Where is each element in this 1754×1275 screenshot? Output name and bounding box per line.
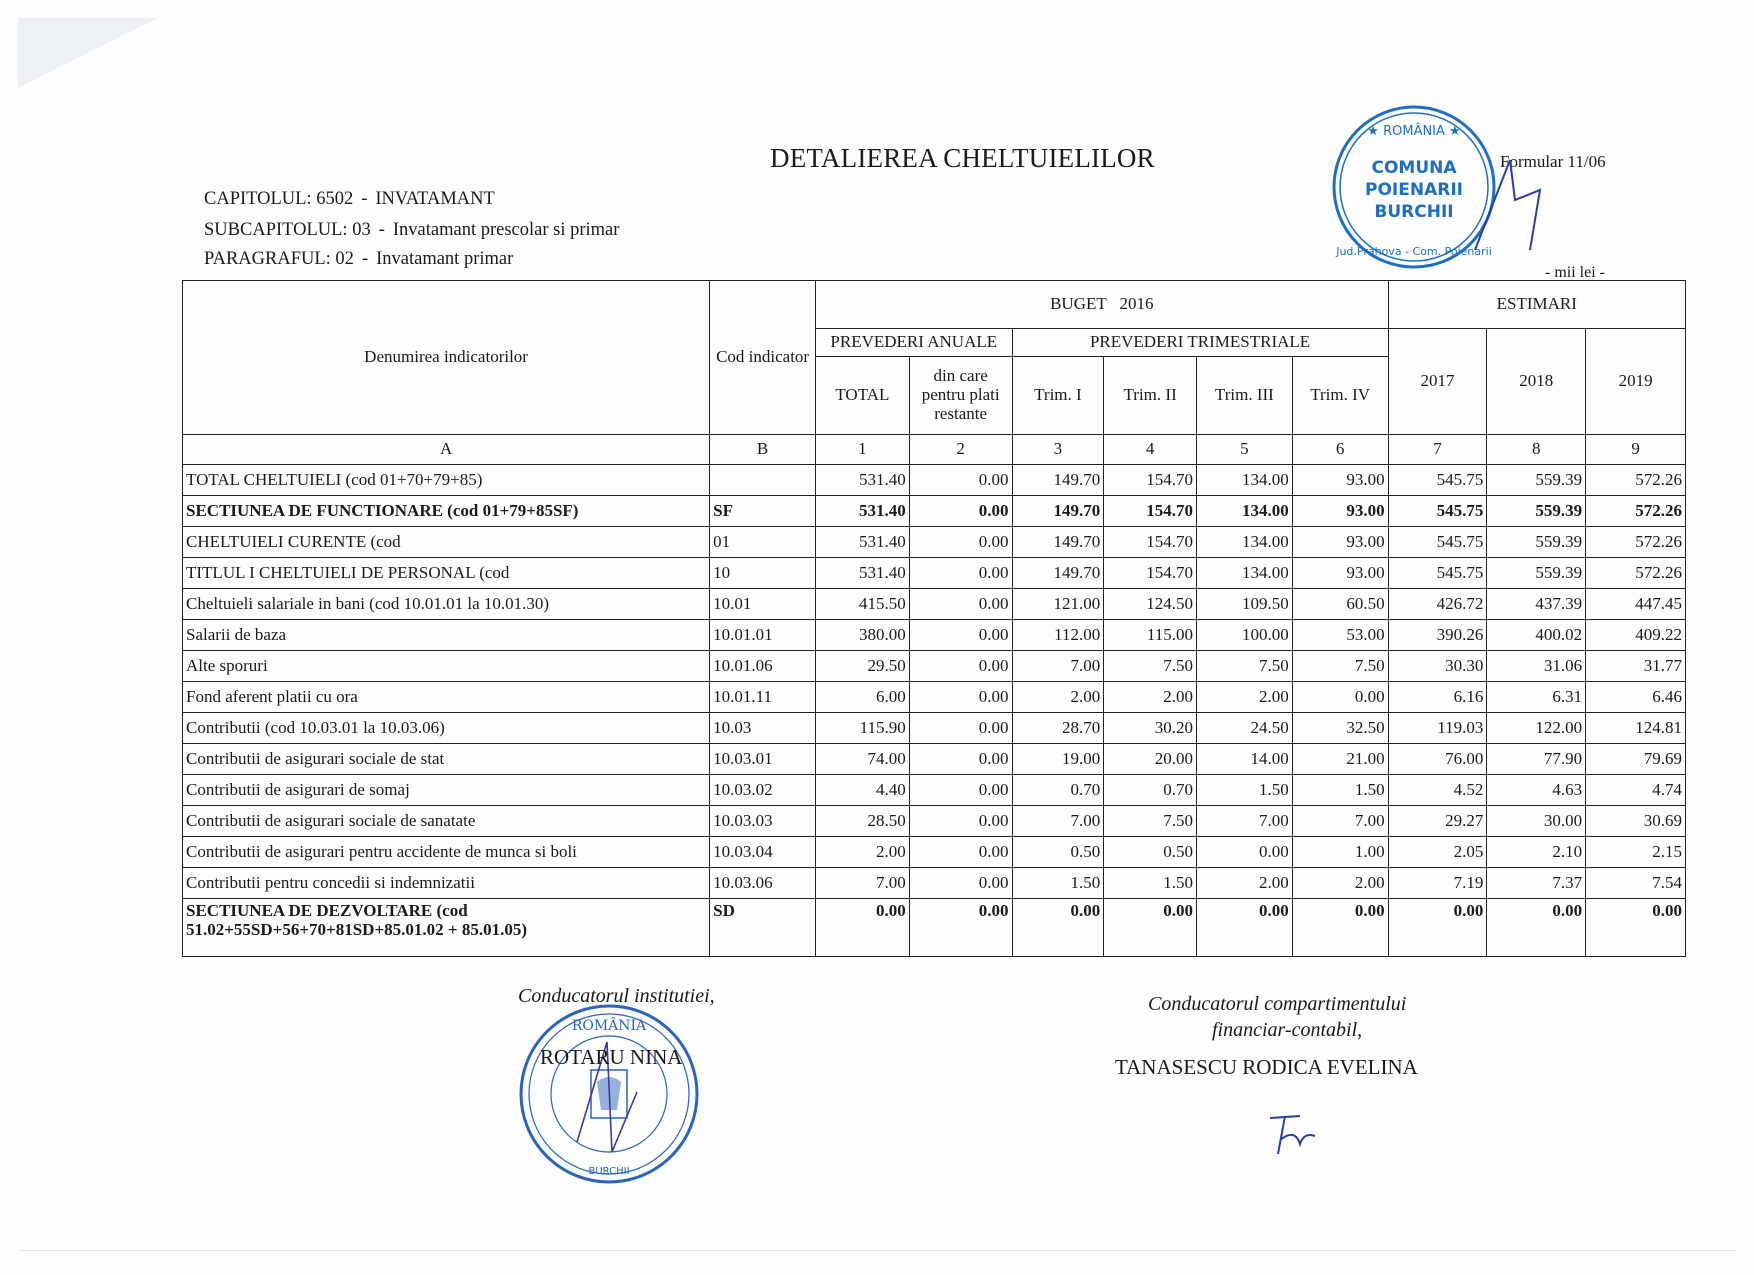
value-cell: 572.26 xyxy=(1586,465,1686,496)
value-cell: 2.00 xyxy=(1197,868,1293,899)
value-cell: 134.00 xyxy=(1197,465,1293,496)
value-cell: 7.00 xyxy=(1012,651,1104,682)
table-row xyxy=(183,837,1686,868)
value-cell: 6.46 xyxy=(1586,682,1686,713)
indicator-code: 10.01 xyxy=(710,589,816,620)
value-cell: 559.39 xyxy=(1487,558,1586,589)
value-cell: 0.00 xyxy=(1292,682,1388,713)
subcapitol-separator: - xyxy=(378,220,385,240)
value-cell: 6.16 xyxy=(1388,682,1487,713)
value-cell: 2.05 xyxy=(1388,837,1487,868)
table-row xyxy=(183,868,1686,899)
indicator-code: SF xyxy=(710,496,816,527)
value-cell: 2.10 xyxy=(1487,837,1586,868)
value-cell: 100.00 xyxy=(1197,620,1293,651)
value-cell: 134.00 xyxy=(1197,527,1293,558)
units-label: - mii lei - xyxy=(1545,264,1605,281)
value-cell: 531.40 xyxy=(816,558,910,589)
col-letter: 6 xyxy=(1292,435,1388,465)
value-cell: 0.00 xyxy=(909,465,1012,496)
svg-text:POIENARII: POIENARII xyxy=(1365,180,1463,200)
header-2019: 2019 xyxy=(1586,329,1686,435)
value-cell: 0.50 xyxy=(1012,837,1104,868)
indicator-name: Cheltuieli salariale in bani (cod 10.01.01 la 10.01.30) xyxy=(183,589,710,620)
value-cell: 0.00 xyxy=(909,527,1012,558)
value-cell: 7.00 xyxy=(816,868,910,899)
table-row xyxy=(183,465,1686,496)
value-cell: 29.50 xyxy=(816,651,910,682)
value-cell: 121.00 xyxy=(1012,589,1104,620)
value-cell: 124.50 xyxy=(1104,589,1197,620)
capitol-label: CAPITOLUL: 6502 xyxy=(204,189,354,209)
header-total: TOTAL xyxy=(816,357,910,435)
value-cell: 32.50 xyxy=(1292,713,1388,744)
value-cell: 109.50 xyxy=(1197,589,1293,620)
value-cell: 7.19 xyxy=(1388,868,1487,899)
value-cell: 0.00 xyxy=(1292,899,1388,957)
value-cell: 149.70 xyxy=(1012,558,1104,589)
value-cell: 134.00 xyxy=(1197,496,1293,527)
subcapitol-value: Invatamant prescolar si primar xyxy=(392,220,620,240)
expense-table xyxy=(182,280,1686,957)
table-row xyxy=(183,496,1686,527)
scan-corner xyxy=(18,18,158,88)
paragraf-value: Invatamant primar xyxy=(376,249,514,269)
indicator-name: TITLUL I CHELTUIELI DE PERSONAL (cod xyxy=(183,558,710,589)
header-prevederi-anuale: PREVEDERI ANUALE xyxy=(816,329,1013,357)
value-cell: 0.00 xyxy=(909,558,1012,589)
svg-text:BURCHII: BURCHII xyxy=(1374,202,1454,222)
col-letter: 3 xyxy=(1012,435,1104,465)
indicator-name: SECTIUNEA DE DEZVOLTARE (cod 51.02+55SD+56+70+81SD+85.01.02 + 85.01.05) xyxy=(183,899,710,957)
value-cell: 572.26 xyxy=(1586,496,1686,527)
table-row xyxy=(183,651,1686,682)
table-row xyxy=(183,682,1686,713)
value-cell: 31.06 xyxy=(1487,651,1586,682)
paragraf-separator: - xyxy=(361,249,369,269)
value-cell: 93.00 xyxy=(1292,558,1388,589)
value-cell: 0.00 xyxy=(1012,899,1104,957)
value-cell: 2.00 xyxy=(816,837,910,868)
indicator-name: TOTAL CHELTUIELI (cod 01+70+79+85) xyxy=(183,465,710,496)
value-cell: 20.00 xyxy=(1104,744,1197,775)
value-cell: 93.00 xyxy=(1292,527,1388,558)
capitol-line xyxy=(204,189,495,210)
indicator-code: 10.01.11 xyxy=(710,682,816,713)
value-cell: 0.00 xyxy=(1104,899,1197,957)
value-cell: 447.45 xyxy=(1586,589,1686,620)
value-cell: 19.00 xyxy=(1012,744,1104,775)
value-cell: 390.26 xyxy=(1388,620,1487,651)
value-cell: 154.70 xyxy=(1104,496,1197,527)
right-signatory-title-2: financiar-contabil, xyxy=(1212,1019,1363,1041)
header-trim3: Trim. III xyxy=(1197,357,1293,435)
value-cell: 7.50 xyxy=(1197,651,1293,682)
value-cell: 1.50 xyxy=(1104,868,1197,899)
col-letter: B xyxy=(710,435,816,465)
value-cell: 7.00 xyxy=(1292,806,1388,837)
value-cell: 4.74 xyxy=(1586,775,1686,806)
value-cell: 0.00 xyxy=(1586,899,1686,957)
value-cell: 115.90 xyxy=(816,713,910,744)
table-row xyxy=(183,713,1686,744)
formular-code: Formular 11/06 xyxy=(1500,152,1606,171)
indicator-name: Fond aferent platii cu ora xyxy=(183,682,710,713)
table-row xyxy=(183,744,1686,775)
table-row xyxy=(183,806,1686,837)
value-cell: 0.00 xyxy=(909,589,1012,620)
value-cell: 572.26 xyxy=(1586,527,1686,558)
header-din-care: din care pentru plati restante xyxy=(909,357,1012,435)
indicator-code: 10.03.03 xyxy=(710,806,816,837)
indicator-name: Contributii de asigurari de somaj xyxy=(183,775,710,806)
paragraf-label: PARAGRAFUL: 02 xyxy=(204,249,354,269)
buget-label: BUGET xyxy=(1050,294,1107,314)
header-code: Cod indicator xyxy=(710,281,816,435)
value-cell: 149.70 xyxy=(1012,496,1104,527)
value-cell: 7.50 xyxy=(1292,651,1388,682)
right-signatory-title-1: Conducatorul compartimentului xyxy=(1148,993,1407,1015)
left-signatory-title: Conducatorul institutiei, xyxy=(518,985,715,1007)
indicator-code: 01 xyxy=(710,527,816,558)
indicator-name: Alte sporuri xyxy=(183,651,710,682)
value-cell: 400.02 xyxy=(1487,620,1586,651)
header-2017: 2017 xyxy=(1388,329,1487,435)
svg-text:BURCHII: BURCHII xyxy=(588,1166,630,1177)
value-cell: 0.00 xyxy=(909,496,1012,527)
value-cell: 112.00 xyxy=(1012,620,1104,651)
col-letter: 7 xyxy=(1388,435,1487,465)
value-cell: 79.69 xyxy=(1586,744,1686,775)
value-cell: 0.00 xyxy=(816,899,910,957)
value-cell: 1.50 xyxy=(1012,868,1104,899)
indicator-name: Contributii de asigurari sociale de stat xyxy=(183,744,710,775)
svg-text:Jud.Prahova - Com. Poienarii: Jud.Prahova - Com. Poienarii xyxy=(1336,245,1492,258)
value-cell: 0.00 xyxy=(909,775,1012,806)
value-cell: 0.00 xyxy=(1197,837,1293,868)
school-stamp xyxy=(517,1002,702,1187)
value-cell: 28.50 xyxy=(816,806,910,837)
value-cell: 6.31 xyxy=(1487,682,1586,713)
right-signatory-name: TANASESCU RODICA EVELINA xyxy=(1115,1055,1418,1079)
value-cell: 93.00 xyxy=(1292,496,1388,527)
value-cell: 30.30 xyxy=(1388,651,1487,682)
buget-year: 2016 xyxy=(1119,294,1154,314)
value-cell: 0.00 xyxy=(909,744,1012,775)
indicator-code: 10.03.04 xyxy=(710,837,816,868)
value-cell: 0.00 xyxy=(909,806,1012,837)
col-letter: 9 xyxy=(1586,435,1686,465)
value-cell: 77.90 xyxy=(1487,744,1586,775)
subcapitol-line xyxy=(204,220,619,241)
value-cell: 30.20 xyxy=(1104,713,1197,744)
value-cell: 2.15 xyxy=(1586,837,1686,868)
value-cell: 31.77 xyxy=(1586,651,1686,682)
signature-mark xyxy=(1470,140,1550,260)
value-cell: 2.00 xyxy=(1012,682,1104,713)
col-letter: 4 xyxy=(1104,435,1197,465)
value-cell: 7.00 xyxy=(1012,806,1104,837)
header-estimari: ESTIMARI xyxy=(1388,281,1685,329)
value-cell: 531.40 xyxy=(816,527,910,558)
document-title: DETALIEREA CHELTUIELILOR xyxy=(770,143,1155,173)
value-cell: 545.75 xyxy=(1388,558,1487,589)
indicator-code: 10 xyxy=(710,558,816,589)
header-2018: 2018 xyxy=(1487,329,1586,435)
col-letter: A xyxy=(183,435,710,465)
value-cell: 154.70 xyxy=(1104,558,1197,589)
indicator-code: 10.03.06 xyxy=(710,868,816,899)
indicator-code: 10.01.01 xyxy=(710,620,816,651)
value-cell: 115.00 xyxy=(1104,620,1197,651)
value-cell: 24.50 xyxy=(1197,713,1293,744)
indicator-code: 10.03.02 xyxy=(710,775,816,806)
value-cell: 0.00 xyxy=(909,713,1012,744)
value-cell: 545.75 xyxy=(1388,465,1487,496)
value-cell: 0.70 xyxy=(1104,775,1197,806)
value-cell: 93.00 xyxy=(1292,465,1388,496)
value-cell: 7.54 xyxy=(1586,868,1686,899)
value-cell: 149.70 xyxy=(1012,527,1104,558)
value-cell: 7.50 xyxy=(1104,651,1197,682)
table-row xyxy=(183,589,1686,620)
value-cell: 0.00 xyxy=(909,837,1012,868)
value-cell: 2.00 xyxy=(1292,868,1388,899)
value-cell: 415.50 xyxy=(816,589,910,620)
value-cell: 0.70 xyxy=(1012,775,1104,806)
value-cell: 29.27 xyxy=(1388,806,1487,837)
indicator-name: CHELTUIELI CURENTE (cod xyxy=(183,527,710,558)
value-cell: 559.39 xyxy=(1487,527,1586,558)
header-trim1: Trim. I xyxy=(1012,357,1104,435)
value-cell: 559.39 xyxy=(1487,465,1586,496)
table-row xyxy=(183,620,1686,651)
value-cell: 426.72 xyxy=(1388,589,1487,620)
value-cell: 0.50 xyxy=(1104,837,1197,868)
value-cell: 154.70 xyxy=(1104,465,1197,496)
value-cell: 53.00 xyxy=(1292,620,1388,651)
value-cell: 0.00 xyxy=(909,899,1012,957)
indicator-code: 10.03.01 xyxy=(710,744,816,775)
header-buget xyxy=(816,281,1389,329)
value-cell: 0.00 xyxy=(909,868,1012,899)
value-cell: 134.00 xyxy=(1197,558,1293,589)
value-cell: 4.52 xyxy=(1388,775,1487,806)
indicator-name: Contributii de asigurari pentru accidente de munca si boli xyxy=(183,837,710,868)
value-cell: 531.40 xyxy=(816,465,910,496)
table-row xyxy=(183,527,1686,558)
col-letter: 1 xyxy=(816,435,910,465)
value-cell: 149.70 xyxy=(1012,465,1104,496)
paragraf-line xyxy=(204,249,513,270)
indicator-name: Contributii pentru concedii si indemnizatii xyxy=(183,868,710,899)
value-cell: 545.75 xyxy=(1388,496,1487,527)
header-trim2: Trim. II xyxy=(1104,357,1197,435)
value-cell: 6.00 xyxy=(816,682,910,713)
indicator-code: SD xyxy=(710,899,816,957)
value-cell: 545.75 xyxy=(1388,527,1487,558)
header-name: Denumirea indicatorilor xyxy=(183,281,710,435)
value-cell: 7.00 xyxy=(1197,806,1293,837)
value-cell: 74.00 xyxy=(816,744,910,775)
value-cell: 28.70 xyxy=(1012,713,1104,744)
value-cell: 2.00 xyxy=(1197,682,1293,713)
value-cell: 0.00 xyxy=(909,682,1012,713)
value-cell: 154.70 xyxy=(1104,527,1197,558)
value-cell: 119.03 xyxy=(1388,713,1487,744)
value-cell: 572.26 xyxy=(1586,558,1686,589)
value-cell: 2.00 xyxy=(1104,682,1197,713)
value-cell: 409.22 xyxy=(1586,620,1686,651)
handwritten-signature xyxy=(1260,1110,1320,1160)
indicator-name: Salarii de baza xyxy=(183,620,710,651)
value-cell: 14.00 xyxy=(1197,744,1293,775)
indicator-name: Contributii (cod 10.03.01 la 10.03.06) xyxy=(183,713,710,744)
header-prevederi-trimestriale: PREVEDERI TRIMESTRIALE xyxy=(1012,329,1388,357)
value-cell: 437.39 xyxy=(1487,589,1586,620)
value-cell: 30.00 xyxy=(1487,806,1586,837)
value-cell: 1.50 xyxy=(1292,775,1388,806)
indicator-code: 10.03 xyxy=(710,713,816,744)
value-cell: 30.69 xyxy=(1586,806,1686,837)
value-cell: 124.81 xyxy=(1586,713,1686,744)
table-row xyxy=(183,899,1686,957)
col-letter: 8 xyxy=(1487,435,1586,465)
indicator-name: SECTIUNEA DE FUNCTIONARE (cod 01+79+85SF) xyxy=(183,496,710,527)
col-letter: 2 xyxy=(909,435,1012,465)
value-cell: 1.00 xyxy=(1292,837,1388,868)
value-cell: 0.00 xyxy=(1388,899,1487,957)
svg-text:COMUNA: COMUNA xyxy=(1371,158,1457,178)
svg-text:ROMÂNIA: ROMÂNIA xyxy=(571,1018,647,1034)
value-cell: 559.39 xyxy=(1487,496,1586,527)
page-edge xyxy=(18,1250,1736,1251)
value-cell: 4.63 xyxy=(1487,775,1586,806)
subcapitol-label: SUBCAPITOLUL: 03 xyxy=(204,220,371,240)
left-signatory-name: ROTARU NINA xyxy=(540,1045,683,1069)
col-letter: 5 xyxy=(1197,435,1293,465)
svg-text:★ ROMÂNIA ★: ★ ROMÂNIA ★ xyxy=(1367,124,1461,139)
value-cell: 60.50 xyxy=(1292,589,1388,620)
column-letters-row xyxy=(183,435,1686,465)
value-cell: 21.00 xyxy=(1292,744,1388,775)
value-cell: 76.00 xyxy=(1388,744,1487,775)
capitol-separator: - xyxy=(361,189,368,209)
capitol-value: INVATAMANT xyxy=(375,189,495,209)
header-trim4: Trim. IV xyxy=(1292,357,1388,435)
value-cell: 122.00 xyxy=(1487,713,1586,744)
table-row xyxy=(183,558,1686,589)
indicator-code xyxy=(710,465,816,496)
value-cell: 380.00 xyxy=(816,620,910,651)
value-cell: 1.50 xyxy=(1197,775,1293,806)
table-row xyxy=(183,775,1686,806)
value-cell: 531.40 xyxy=(816,496,910,527)
value-cell: 0.00 xyxy=(909,620,1012,651)
value-cell: 0.00 xyxy=(1487,899,1586,957)
indicator-name: Contributii de asigurari sociale de sanatate xyxy=(183,806,710,837)
value-cell: 7.37 xyxy=(1487,868,1586,899)
value-cell: 7.50 xyxy=(1104,806,1197,837)
indicator-code: 10.01.06 xyxy=(710,651,816,682)
value-cell: 0.00 xyxy=(1197,899,1293,957)
value-cell: 4.40 xyxy=(816,775,910,806)
value-cell: 0.00 xyxy=(909,651,1012,682)
